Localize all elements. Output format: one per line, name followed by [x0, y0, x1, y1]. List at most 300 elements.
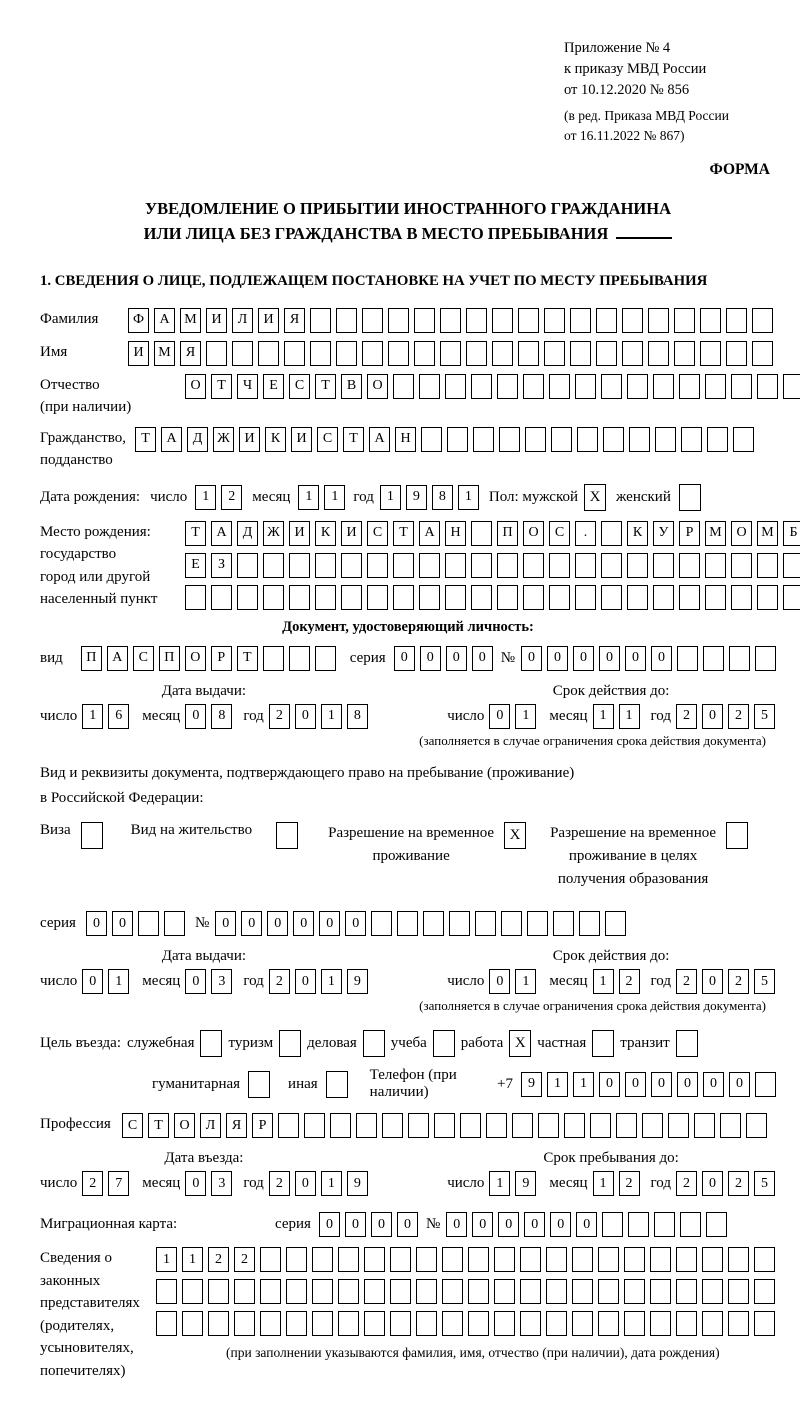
char-cell[interactable]	[390, 1279, 411, 1304]
char-cell[interactable]: М	[180, 308, 201, 333]
char-cell[interactable]	[653, 374, 674, 399]
char-cell[interactable]	[156, 1311, 177, 1336]
char-cell[interactable]: 0	[241, 911, 262, 936]
char-cell[interactable]	[654, 1212, 675, 1237]
char-cell[interactable]: 0	[573, 646, 594, 671]
char-cell[interactable]: 1	[619, 704, 640, 729]
char-cell[interactable]	[447, 427, 468, 452]
char-cell[interactable]	[596, 308, 617, 333]
char-cell[interactable]	[728, 1279, 749, 1304]
char-cell[interactable]	[468, 1311, 489, 1336]
char-cell[interactable]	[414, 308, 435, 333]
char-cell[interactable]	[388, 341, 409, 366]
char-cell[interactable]	[494, 1311, 515, 1336]
char-cell[interactable]	[440, 341, 461, 366]
char-cell[interactable]	[416, 1247, 437, 1272]
char-cell[interactable]: 8	[211, 704, 232, 729]
char-cell[interactable]	[520, 1311, 541, 1336]
char-cell[interactable]	[700, 308, 721, 333]
char-cell[interactable]: 1	[182, 1247, 203, 1272]
char-cell[interactable]: О	[367, 374, 388, 399]
char-cell[interactable]	[694, 1113, 715, 1138]
char-cell[interactable]	[757, 553, 778, 578]
char-cell[interactable]	[497, 374, 518, 399]
char-cell[interactable]	[492, 341, 513, 366]
char-cell[interactable]: 0	[215, 911, 236, 936]
char-cell[interactable]: Ч	[237, 374, 258, 399]
char-cell[interactable]: 1	[380, 485, 401, 510]
char-cell[interactable]	[544, 341, 565, 366]
char-cell[interactable]	[677, 646, 698, 671]
char-cell[interactable]	[263, 553, 284, 578]
char-cell[interactable]	[471, 374, 492, 399]
char-cell[interactable]	[705, 553, 726, 578]
temp-residence-edu-checkbox[interactable]	[726, 822, 748, 849]
char-cell[interactable]	[419, 553, 440, 578]
char-cell[interactable]	[596, 341, 617, 366]
char-cell[interactable]: М	[757, 521, 778, 546]
char-cell[interactable]: 2	[82, 1171, 103, 1196]
char-cell[interactable]	[468, 1279, 489, 1304]
char-cell[interactable]: Ж	[213, 427, 234, 452]
char-cell[interactable]: И	[341, 521, 362, 546]
char-cell[interactable]	[338, 1247, 359, 1272]
char-cell[interactable]	[572, 1311, 593, 1336]
char-cell[interactable]	[650, 1311, 671, 1336]
char-cell[interactable]	[284, 341, 305, 366]
char-cell[interactable]: 0	[397, 1212, 418, 1237]
char-cell[interactable]: И	[128, 341, 149, 366]
char-cell[interactable]	[520, 1279, 541, 1304]
char-cell[interactable]	[579, 911, 600, 936]
char-cell[interactable]: П	[81, 646, 102, 671]
char-cell[interactable]: 0	[703, 1072, 724, 1097]
char-cell[interactable]: 1	[489, 1171, 510, 1196]
char-cell[interactable]: 0	[489, 704, 510, 729]
char-cell[interactable]	[650, 1279, 671, 1304]
char-cell[interactable]	[757, 585, 778, 610]
char-cell[interactable]	[551, 427, 572, 452]
char-cell[interactable]: 2	[676, 969, 697, 994]
char-cell[interactable]	[702, 1247, 723, 1272]
char-cell[interactable]: К	[627, 521, 648, 546]
char-cell[interactable]	[164, 911, 185, 936]
char-cell[interactable]	[674, 308, 695, 333]
char-cell[interactable]: Ж	[263, 521, 284, 546]
char-cell[interactable]: С	[367, 521, 388, 546]
char-cell[interactable]	[518, 308, 539, 333]
char-cell[interactable]	[445, 374, 466, 399]
char-cell[interactable]	[525, 427, 546, 452]
char-cell[interactable]	[598, 1311, 619, 1336]
male-checkbox[interactable]: X	[584, 484, 606, 511]
char-cell[interactable]	[312, 1279, 333, 1304]
char-cell[interactable]	[338, 1279, 359, 1304]
purpose-humanitarian-checkbox[interactable]	[248, 1071, 270, 1098]
char-cell[interactable]	[720, 1113, 741, 1138]
char-cell[interactable]	[648, 341, 669, 366]
char-cell[interactable]: 0	[82, 969, 103, 994]
char-cell[interactable]	[553, 911, 574, 936]
char-cell[interactable]: О	[523, 521, 544, 546]
char-cell[interactable]	[423, 911, 444, 936]
char-cell[interactable]: И	[291, 427, 312, 452]
char-cell[interactable]	[390, 1311, 411, 1336]
char-cell[interactable]: А	[161, 427, 182, 452]
char-cell[interactable]	[341, 585, 362, 610]
char-cell[interactable]	[679, 553, 700, 578]
char-cell[interactable]: 0	[729, 1072, 750, 1097]
char-cell[interactable]: 0	[599, 646, 620, 671]
char-cell[interactable]: 0	[295, 1171, 316, 1196]
char-cell[interactable]	[501, 911, 522, 936]
char-cell[interactable]	[754, 1247, 775, 1272]
char-cell[interactable]	[783, 374, 800, 399]
char-cell[interactable]	[211, 585, 232, 610]
char-cell[interactable]	[364, 1311, 385, 1336]
char-cell[interactable]: 0	[651, 646, 672, 671]
char-cell[interactable]: 0	[185, 704, 206, 729]
char-cell[interactable]: Р	[252, 1113, 273, 1138]
char-cell[interactable]	[393, 374, 414, 399]
temp-residence-checkbox[interactable]: X	[504, 822, 526, 849]
char-cell[interactable]: М	[154, 341, 175, 366]
char-cell[interactable]: 1	[195, 485, 216, 510]
char-cell[interactable]	[475, 911, 496, 936]
char-cell[interactable]	[754, 1279, 775, 1304]
char-cell[interactable]	[544, 308, 565, 333]
char-cell[interactable]	[570, 308, 591, 333]
char-cell[interactable]: 6	[108, 704, 129, 729]
char-cell[interactable]: 1	[156, 1247, 177, 1272]
char-cell[interactable]	[523, 374, 544, 399]
char-cell[interactable]	[728, 1311, 749, 1336]
char-cell[interactable]	[546, 1279, 567, 1304]
char-cell[interactable]	[416, 1279, 437, 1304]
char-cell[interactable]	[700, 341, 721, 366]
char-cell[interactable]: 0	[319, 1212, 340, 1237]
char-cell[interactable]: А	[419, 521, 440, 546]
char-cell[interactable]	[601, 374, 622, 399]
char-cell[interactable]	[627, 553, 648, 578]
char-cell[interactable]	[512, 1113, 533, 1138]
char-cell[interactable]	[668, 1113, 689, 1138]
char-cell[interactable]: 1	[458, 485, 479, 510]
char-cell[interactable]	[286, 1311, 307, 1336]
char-cell[interactable]: 0	[293, 911, 314, 936]
char-cell[interactable]: 9	[347, 969, 368, 994]
char-cell[interactable]: 1	[515, 704, 536, 729]
char-cell[interactable]: 0	[295, 704, 316, 729]
char-cell[interactable]: 1	[593, 704, 614, 729]
char-cell[interactable]: 1	[573, 1072, 594, 1097]
char-cell[interactable]	[232, 341, 253, 366]
char-cell[interactable]: Ф	[128, 308, 149, 333]
visa-checkbox[interactable]	[81, 822, 103, 849]
char-cell[interactable]: 2	[728, 1171, 749, 1196]
char-cell[interactable]: Л	[232, 308, 253, 333]
char-cell[interactable]	[703, 646, 724, 671]
char-cell[interactable]	[449, 911, 470, 936]
char-cell[interactable]	[546, 1311, 567, 1336]
char-cell[interactable]	[754, 1311, 775, 1336]
char-cell[interactable]: Т	[211, 374, 232, 399]
char-cell[interactable]	[208, 1279, 229, 1304]
char-cell[interactable]: П	[497, 521, 518, 546]
char-cell[interactable]: 0	[599, 1072, 620, 1097]
char-cell[interactable]: 2	[208, 1247, 229, 1272]
char-cell[interactable]	[705, 374, 726, 399]
char-cell[interactable]	[393, 553, 414, 578]
char-cell[interactable]	[549, 553, 570, 578]
char-cell[interactable]	[575, 585, 596, 610]
char-cell[interactable]	[702, 1279, 723, 1304]
char-cell[interactable]: 9	[406, 485, 427, 510]
char-cell[interactable]: Д	[187, 427, 208, 452]
char-cell[interactable]: 0	[625, 1072, 646, 1097]
char-cell[interactable]: 1	[547, 1072, 568, 1097]
char-cell[interactable]: 0	[185, 1171, 206, 1196]
char-cell[interactable]	[362, 341, 383, 366]
char-cell[interactable]: 0	[521, 646, 542, 671]
char-cell[interactable]: 0	[446, 1212, 467, 1237]
char-cell[interactable]	[577, 427, 598, 452]
char-cell[interactable]: И	[206, 308, 227, 333]
char-cell[interactable]	[624, 1247, 645, 1272]
char-cell[interactable]	[628, 1212, 649, 1237]
char-cell[interactable]	[680, 1212, 701, 1237]
char-cell[interactable]	[575, 553, 596, 578]
char-cell[interactable]	[624, 1279, 645, 1304]
char-cell[interactable]	[289, 646, 310, 671]
char-cell[interactable]: 0	[86, 911, 107, 936]
char-cell[interactable]: Т	[237, 646, 258, 671]
char-cell[interactable]	[653, 553, 674, 578]
char-cell[interactable]	[234, 1311, 255, 1336]
char-cell[interactable]	[653, 585, 674, 610]
char-cell[interactable]: М	[705, 521, 726, 546]
char-cell[interactable]	[445, 553, 466, 578]
char-cell[interactable]: 8	[432, 485, 453, 510]
char-cell[interactable]: 0	[651, 1072, 672, 1097]
char-cell[interactable]: 0	[550, 1212, 571, 1237]
char-cell[interactable]: Я	[284, 308, 305, 333]
char-cell[interactable]: 0	[702, 969, 723, 994]
char-cell[interactable]: О	[185, 374, 206, 399]
char-cell[interactable]: 2	[234, 1247, 255, 1272]
char-cell[interactable]	[728, 1247, 749, 1272]
char-cell[interactable]: 0	[394, 646, 415, 671]
char-cell[interactable]: С	[122, 1113, 143, 1138]
char-cell[interactable]	[497, 553, 518, 578]
char-cell[interactable]: 1	[515, 969, 536, 994]
char-cell[interactable]	[755, 646, 776, 671]
char-cell[interactable]	[520, 1247, 541, 1272]
residence-permit-checkbox[interactable]	[276, 822, 298, 849]
char-cell[interactable]	[442, 1311, 463, 1336]
char-cell[interactable]	[726, 308, 747, 333]
char-cell[interactable]: 1	[321, 1171, 342, 1196]
char-cell[interactable]	[421, 427, 442, 452]
char-cell[interactable]: .	[575, 521, 596, 546]
char-cell[interactable]: О	[731, 521, 752, 546]
char-cell[interactable]: А	[211, 521, 232, 546]
char-cell[interactable]	[642, 1113, 663, 1138]
char-cell[interactable]: 0	[185, 969, 206, 994]
char-cell[interactable]	[729, 646, 750, 671]
char-cell[interactable]: 0	[420, 646, 441, 671]
char-cell[interactable]	[445, 585, 466, 610]
char-cell[interactable]	[336, 341, 357, 366]
char-cell[interactable]	[731, 553, 752, 578]
char-cell[interactable]	[572, 1247, 593, 1272]
char-cell[interactable]	[315, 646, 336, 671]
char-cell[interactable]: 0	[576, 1212, 597, 1237]
purpose-tourism-checkbox[interactable]	[279, 1030, 301, 1057]
char-cell[interactable]	[471, 553, 492, 578]
purpose-private-checkbox[interactable]	[592, 1030, 614, 1057]
char-cell[interactable]: А	[369, 427, 390, 452]
char-cell[interactable]	[627, 585, 648, 610]
char-cell[interactable]	[468, 1247, 489, 1272]
char-cell[interactable]: 0	[498, 1212, 519, 1237]
char-cell[interactable]	[182, 1311, 203, 1336]
char-cell[interactable]	[733, 427, 754, 452]
char-cell[interactable]	[289, 585, 310, 610]
char-cell[interactable]: 1	[82, 704, 103, 729]
char-cell[interactable]: 0	[319, 911, 340, 936]
char-cell[interactable]: 0	[472, 1212, 493, 1237]
female-checkbox[interactable]	[679, 484, 701, 511]
char-cell[interactable]: 2	[269, 704, 290, 729]
char-cell[interactable]	[538, 1113, 559, 1138]
char-cell[interactable]	[310, 341, 331, 366]
char-cell[interactable]	[364, 1279, 385, 1304]
char-cell[interactable]	[702, 1311, 723, 1336]
char-cell[interactable]	[603, 427, 624, 452]
char-cell[interactable]: Л	[200, 1113, 221, 1138]
char-cell[interactable]: У	[653, 521, 674, 546]
char-cell[interactable]	[783, 585, 800, 610]
char-cell[interactable]: З	[211, 553, 232, 578]
char-cell[interactable]	[367, 553, 388, 578]
char-cell[interactable]: И	[258, 308, 279, 333]
char-cell[interactable]	[549, 585, 570, 610]
char-cell[interactable]: Н	[395, 427, 416, 452]
char-cell[interactable]	[622, 341, 643, 366]
char-cell[interactable]: 1	[321, 704, 342, 729]
char-cell[interactable]	[601, 553, 622, 578]
char-cell[interactable]	[590, 1113, 611, 1138]
char-cell[interactable]: 0	[267, 911, 288, 936]
char-cell[interactable]	[471, 521, 492, 546]
char-cell[interactable]: К	[265, 427, 286, 452]
char-cell[interactable]	[367, 585, 388, 610]
char-cell[interactable]: 0	[345, 911, 366, 936]
char-cell[interactable]	[731, 585, 752, 610]
char-cell[interactable]: 0	[677, 1072, 698, 1097]
char-cell[interactable]	[338, 1311, 359, 1336]
char-cell[interactable]: 7	[108, 1171, 129, 1196]
char-cell[interactable]	[755, 1072, 776, 1097]
char-cell[interactable]: 2	[728, 969, 749, 994]
char-cell[interactable]: 8	[347, 704, 368, 729]
char-cell[interactable]	[706, 1212, 727, 1237]
char-cell[interactable]	[494, 1279, 515, 1304]
char-cell[interactable]	[679, 374, 700, 399]
char-cell[interactable]: 0	[625, 646, 646, 671]
char-cell[interactable]: 0	[112, 911, 133, 936]
char-cell[interactable]	[497, 585, 518, 610]
char-cell[interactable]: 0	[547, 646, 568, 671]
char-cell[interactable]	[460, 1113, 481, 1138]
char-cell[interactable]	[598, 1279, 619, 1304]
char-cell[interactable]: Т	[315, 374, 336, 399]
char-cell[interactable]	[602, 1212, 623, 1237]
char-cell[interactable]: 1	[593, 1171, 614, 1196]
char-cell[interactable]	[393, 585, 414, 610]
char-cell[interactable]: 0	[345, 1212, 366, 1237]
char-cell[interactable]: Е	[263, 374, 284, 399]
char-cell[interactable]	[681, 427, 702, 452]
purpose-official-checkbox[interactable]	[200, 1030, 222, 1057]
char-cell[interactable]: 0	[446, 646, 467, 671]
char-cell[interactable]	[371, 911, 392, 936]
char-cell[interactable]	[364, 1247, 385, 1272]
char-cell[interactable]	[655, 427, 676, 452]
char-cell[interactable]: Я	[226, 1113, 247, 1138]
char-cell[interactable]	[650, 1247, 671, 1272]
char-cell[interactable]: Т	[393, 521, 414, 546]
char-cell[interactable]	[312, 1247, 333, 1272]
char-cell[interactable]	[289, 553, 310, 578]
char-cell[interactable]	[304, 1113, 325, 1138]
char-cell[interactable]	[390, 1247, 411, 1272]
char-cell[interactable]	[208, 1311, 229, 1336]
char-cell[interactable]: 0	[489, 969, 510, 994]
char-cell[interactable]	[707, 427, 728, 452]
char-cell[interactable]	[726, 341, 747, 366]
char-cell[interactable]	[466, 308, 487, 333]
char-cell[interactable]	[419, 585, 440, 610]
char-cell[interactable]	[356, 1113, 377, 1138]
char-cell[interactable]: 0	[524, 1212, 545, 1237]
char-cell[interactable]	[206, 341, 227, 366]
char-cell[interactable]: С	[317, 427, 338, 452]
char-cell[interactable]	[676, 1279, 697, 1304]
char-cell[interactable]: Д	[237, 521, 258, 546]
char-cell[interactable]	[629, 427, 650, 452]
purpose-transit-checkbox[interactable]	[676, 1030, 698, 1057]
char-cell[interactable]: Я	[180, 341, 201, 366]
char-cell[interactable]	[492, 308, 513, 333]
char-cell[interactable]	[382, 1113, 403, 1138]
char-cell[interactable]	[598, 1247, 619, 1272]
char-cell[interactable]	[622, 308, 643, 333]
char-cell[interactable]	[185, 585, 206, 610]
char-cell[interactable]: 1	[593, 969, 614, 994]
char-cell[interactable]	[624, 1311, 645, 1336]
purpose-work-checkbox[interactable]: X	[509, 1030, 531, 1057]
char-cell[interactable]	[310, 308, 331, 333]
char-cell[interactable]: А	[154, 308, 175, 333]
char-cell[interactable]	[286, 1247, 307, 1272]
char-cell[interactable]	[237, 585, 258, 610]
char-cell[interactable]	[263, 585, 284, 610]
purpose-study-checkbox[interactable]	[433, 1030, 455, 1057]
char-cell[interactable]: С	[549, 521, 570, 546]
char-cell[interactable]	[527, 911, 548, 936]
